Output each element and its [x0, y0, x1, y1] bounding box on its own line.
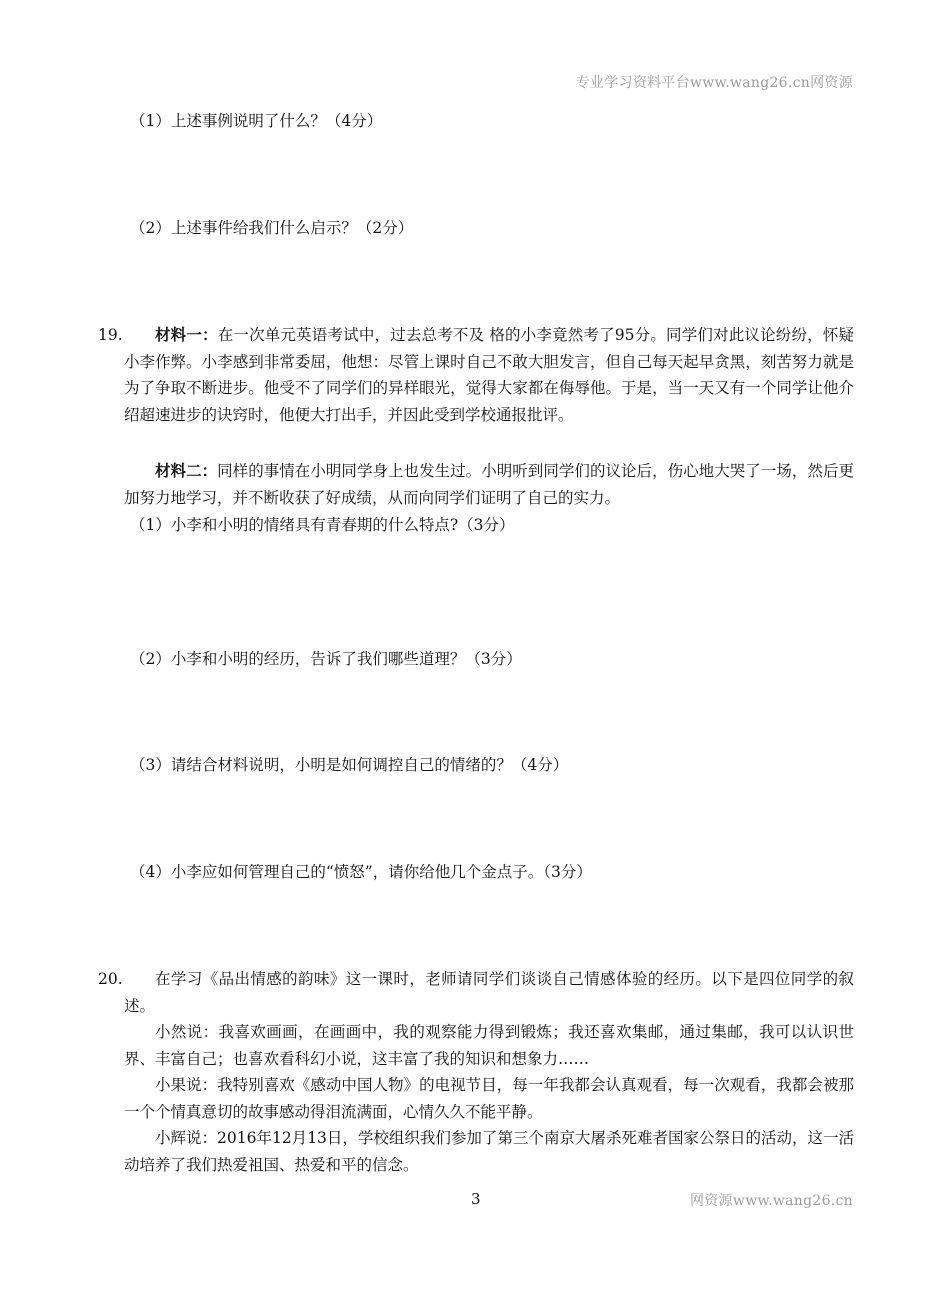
header-source: 专业学习资料平台www.wang26.cn网资源: [575, 75, 853, 91]
q19-material2: [124, 458, 854, 511]
q20-xiaoguo: 小果说：我特别喜欢《感动中国人物》的电视节目，每一年我都会认真观看，每一次观看，我都会被那一个个情真意切的故事感动得泪流满面，心情久久不能平静。: [124, 1076, 854, 1121]
q19-number: 19.: [98, 326, 123, 344]
page-number: 3: [471, 1190, 481, 1208]
q19-material1-text: 在一次单元英语考试中，过去总考不及 格的小李竟然考了95分。同学们对此议论纷纷，怀疑小李作弊。小李感到非常委屈，他想：尽管上课时自己不敢大胆发言，但自己每天起早贪黑，刻苦努力就是为了争取不断进步。他受不了同学们的异样眼光，觉得大家都在侮辱他。于是，当一天又有一个同学让他介绍超速进步的诀窍时，他便大打出手，并因此受到学校通报批评。: [124, 326, 854, 424]
q19-sub1: （1）小李和小明的情绪具有青春期的什么特点?（3分）: [130, 516, 515, 534]
q20-intro: 在学习《品出情感的韵味》这一课时，老师请同学们谈谈自己情感体验的经历。以下是四位同学的叙述。: [124, 970, 854, 1015]
q19-material1-label: 材料一：: [155, 325, 218, 344]
footer-source: 网资源www.wang26.cn: [690, 1193, 853, 1209]
q19-material2-label: 材料二：: [155, 461, 218, 480]
q19-sub2: （2）小李和小明的经历，告诉了我们哪些道理？（3分）: [130, 650, 522, 668]
q18-sub1: （1）上述事例说明了什么？（4分）: [130, 112, 383, 130]
q18-sub2: （2）上述事件给我们什么启示？（2分）: [130, 219, 414, 237]
q20-xiaoran: 小然说：我喜欢画画，在画画中，我的观察能力得到锻炼；我还喜欢集邮，通过集邮，我可以认识世界、丰富自己；也喜欢看科幻小说，这丰富了我的知识和想象力……: [124, 1023, 854, 1068]
q19-material2-text: 同样的事情在小明同学身上也发生过。小明听到同学们的议论后，伤心地大哭了一场，然后更加努力地学习，并不断收获了好成绩，从而向同学们证明了自己的实力。: [124, 462, 854, 507]
q19-sub4: （4）小李应如何管理自己的“愤怒”，请你给他几个金点子。（3分）: [130, 863, 592, 881]
q20-number: 20.: [98, 970, 123, 988]
q20-xiaohui: 小辉说：2016年12月13日，学校组织我们参加了第三个南京大屠杀死难者国家公祭日的活动，这一活动培养了我们热爱祖国、热爱和平的信念。: [124, 1129, 854, 1174]
q19-material1: [124, 322, 854, 428]
q19-sub3: （3）请结合材料说明，小明是如何调控自己的情绪的？（4分）: [130, 756, 569, 774]
